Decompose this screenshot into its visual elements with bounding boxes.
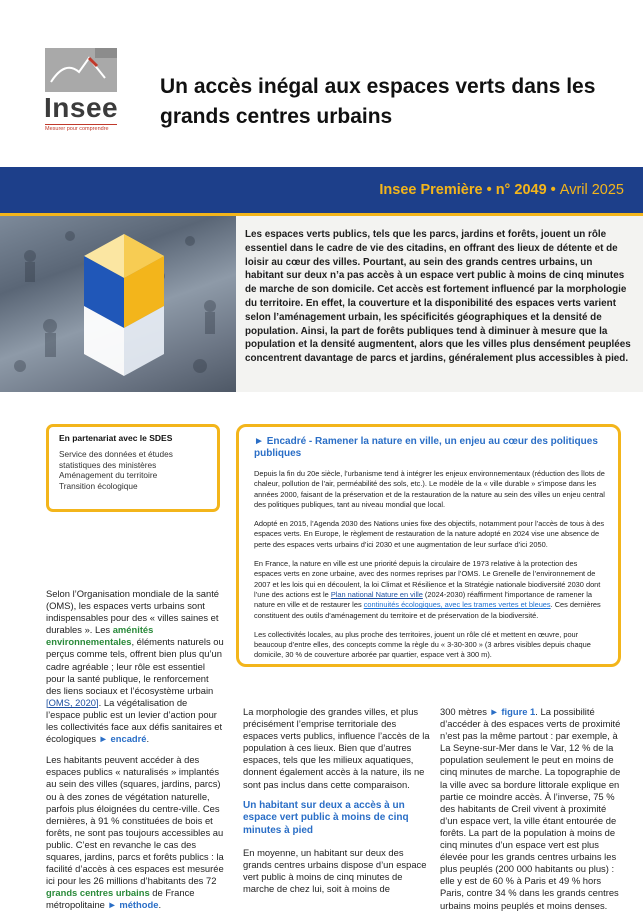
column-2 bbox=[243, 706, 430, 905]
continuites-link[interactable]: continuités écologiques, avec les trames vertes et bleues bbox=[363, 600, 551, 610]
col2-paragraph-2: En moyenne, un habitant sur deux des grands centres urbains dispose d’un espace vert public à moins de cinq minutes de marche de chez lui, soit à moins de bbox=[243, 847, 427, 895]
body-text: Selon l’Organisation mondiale de la santé (OMS), les espaces verts urbains sont indispensables pour des « villes saines et durables ». Les bbox=[46, 588, 220, 636]
cover-photo bbox=[0, 216, 236, 392]
col1-paragraph-1 bbox=[46, 588, 224, 745]
glossary-link-centres-urbains[interactable]: grands centres urbains bbox=[46, 887, 150, 899]
publication-info bbox=[379, 182, 624, 198]
encadre-title bbox=[254, 436, 606, 460]
encadre-ref-link[interactable]: ► encadré bbox=[98, 733, 147, 745]
encadre-paragraph-3 bbox=[254, 559, 606, 621]
col1-paragraph-2 bbox=[46, 754, 224, 911]
encadre-paragraph-1: Depuis la fin du 20e siècle, l’urbanisme tend à intégrer les enjeux environnementaux (réduction des îlots de chaleur, pollution de l’air, perméabilité des sols, etc.). Le modèle de la « ville durable » s’impose dans les années 2000, faisant de la préservation et de la restauration de la nature au sein des villes un enjeu central des politiques publiques, tant au niveau mondial que local. bbox=[254, 469, 605, 509]
glossary-link-amenites[interactable]: aménités environnementales bbox=[46, 624, 154, 648]
encadre-text: (2024-2030) réaffirment l’importance de ramener la nature en ville et de restaurer les bbox=[254, 589, 592, 610]
body-text: de France métropolitaine bbox=[46, 887, 195, 911]
col3-paragraph-1 bbox=[440, 706, 625, 912]
publication-date: Avril 2025 bbox=[559, 182, 624, 198]
body-text: . La possibilité d’accéder à des espaces verts de proximité n’est pas la même partout : par exemple, à La Seyne-sur-Mer dans le Var, 12 % de la population seulement le peut en moins de cinq minutes de marche. La topographie de la ville avec sa bordure littorale explique en partie ce moindre accès. À l’inverse, 75 % des habitants de Creil vivent à proximité d’un espace vert, la ville étant entourée de forêts. La part de la population à moins de cinq minutes d’un espace vert est plus élevée pour les grands centres urbains les plus peuplés (200 000 habitants ou plus) : elle y est de 60 % à Paris et 49 % hors Paris, contre 34 % dans les grands centres urbains moins peuplés et moins denses. bbox=[440, 706, 621, 911]
summary-text: Les espaces verts publics, tels que les parcs, jardins et forêts, jouent un rôle essentiel dans le cadre de vie des citadins, en offrant des lieux de détente et de loisir au cœur des villes. Pourtant, au sein des grands centres urbains, un habitant sur deux n’a pas accès à un espace vert public à moins de cinq minutes de marche de son domicile. Cet accès est fortement influencé par la morphologie du territoire. En effet, la couverture et la disponibilité des espaces verts varient selon l’aménagement urbain, les spécificités géographiques et la densité de population. Ainsi, la part de forêts publiques tend à diminuer à mesure que la population et la densité augmentent, alors que les villes plus densément peuplées concentrent davantage de parcs et jardins, généralement plus accessibles à pied. bbox=[245, 229, 631, 365]
arrow-icon: ► bbox=[254, 436, 264, 447]
body-text: , éléments naturels ou perçus comme tels, offrent bien plus qu’un cadre agréable ; leur rôle est essentiel pour la santé publique, le renforcement des liens sociaux et l’écosystème urbain bbox=[46, 636, 224, 696]
partner-title: En partenariat avec le SDES bbox=[59, 433, 173, 443]
body-text: Les habitants peuvent accéder à des espaces publics « naturalisés » implantés au sein des villes (squares, jardins, parcs) ou à des zones de végétation naturelle, parfois plus éloignées du centre-ville. Ces dernières, à 91 % constituées de bois et forêts, ne sont pas toujours accessibles au public. C’est en revanche le cas des squares, jardins, parcs et forêts publics : la facilité d’accès à ces espaces est mesurée ici pour les 26 millions d’habitants des 72 bbox=[46, 754, 224, 887]
plan-nature-link[interactable]: Plan national Nature en ville bbox=[330, 589, 423, 599]
section-heading: Un habitant sur deux a accès à un espace vert public à moins de cinq minutes à pied bbox=[243, 799, 409, 836]
oms-reference-link[interactable]: [OMS, 2020] bbox=[46, 696, 99, 708]
encadre-text: En France, la nature en ville est une priorité depuis la circulaire de 1973 relative à la protection des espaces verts en zone urbaine, avec des normes reprises par l’OMS. Le Grenelle de l’environnement de 2007 et les lois qui en découlent, la loi Climat et Résilience et la Stratégie nationale biodiversité 2030 dont l’une des actions est le bbox=[254, 559, 601, 599]
methode-ref-link[interactable]: ► méthode bbox=[107, 899, 159, 911]
encadre-text: . Ces dernières constituent des outils d’aménagement du territoire et de préservation de la biodiversité. bbox=[254, 600, 601, 620]
column-1 bbox=[46, 588, 224, 920]
encadre-box bbox=[236, 424, 621, 667]
encadre-paragraph-4: Les collectivités locales, au plus proche des territoires, jouent un rôle clé et mettent en œuvre, pour beaucoup d’entre elles, des concepts comme la règle du « 3-30-300 » (3 arbres visibles depuis chaque domicile, 30 % de couverture arborée par quartier, espace vert à 300 m). bbox=[254, 629, 591, 660]
figure-1-ref-link[interactable]: ► figure 1 bbox=[489, 706, 536, 717]
logo-text: Insee bbox=[44, 92, 119, 123]
publication-number: Insee Première • n° 2049 • bbox=[379, 182, 560, 198]
body-text: . La végétalisation de l’espace public est un levier d’action pour les collectivités face aux défis sanitaires et écologiques bbox=[46, 696, 223, 745]
encadre-title-text: Encadré - Ramener la nature en ville, un enjeu au cœur des politiques publiques bbox=[254, 436, 598, 459]
insee-logo-icon bbox=[45, 48, 117, 92]
body-text: . bbox=[158, 899, 162, 911]
partner-box bbox=[46, 424, 220, 512]
col2-paragraph-1: La morphologie des grandes villes, et plus précisément l’emprise territoriale des espaces verts publics, influence l’accès de la population à ces lieux. Bien que d’autres espaces, tels que les milieux aquatiques, donnent également accès à la nature, ils ne sont pas inclus dans cette comparaison. bbox=[243, 706, 430, 790]
encadre-paragraph-2: Adopté en 2015, l’Agenda 2030 des Nations unies fixe des objectifs, notamment pour l’accès de tous à des espaces verts. En Europe, le règlement de restauration de la nature adopté en 2024 vise une absence de perte des espaces verts urbains d’ici 2030 et une augmentation de leur surface d’ici 2050. bbox=[254, 519, 605, 549]
body-text: 300 mètres bbox=[440, 706, 490, 717]
partner-text: Service des données et études statistiques des ministères Aménagement du territoire Transition écologique bbox=[59, 449, 173, 491]
body-text: . bbox=[146, 733, 150, 745]
page-title: Un accès inégal aux espaces verts dans les grands centres urbains bbox=[160, 75, 596, 128]
logo-tagline: Mesurer pour comprendre bbox=[45, 124, 117, 132]
column-3 bbox=[440, 706, 625, 921]
